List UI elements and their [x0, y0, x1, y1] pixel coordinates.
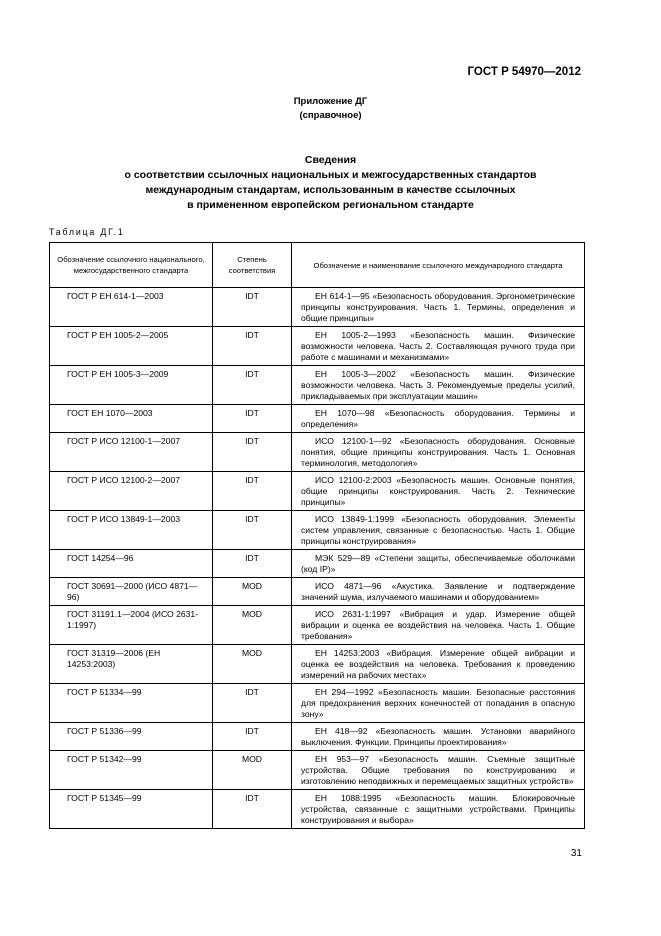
international-standard-cell: ЕН 953—97 «Безопасность машин. Съемные защитные устройства. Общие требования по конструированию и изготовлению неподвижных и перемещаемых защитных устройств»: [292, 751, 585, 790]
international-standard-cell: ИСО 4871—96 «Акустика. Заявление и подтверждение значений шума, излучаемого машинами и оборудованием»: [292, 578, 585, 606]
heading-line: международным стандартам, использованным в качестве ссылочных: [145, 184, 516, 196]
table-row: [50, 578, 585, 606]
table-row: [50, 288, 585, 327]
degree-cell: IDT: [213, 366, 292, 405]
degree-cell: MOD: [213, 606, 292, 645]
table-row: [50, 366, 585, 405]
international-standard-cell: ЕН 1005-2—1993 «Безопасность машин. Физические возможности человека. Часть 2. Составляющая ручного труда при работе с машинами и механизмами»: [292, 327, 585, 366]
national-standard-cell: ГОСТ Р ИСО 12100-1—2007: [50, 433, 213, 472]
table-row: [50, 751, 585, 790]
degree-cell: IDT: [213, 327, 292, 366]
degree-cell: MOD: [213, 645, 292, 684]
table-row: [50, 472, 585, 511]
table-row: [50, 790, 585, 829]
international-standard-cell: ЕН 1088:1995 «Безопасность машин. Блокировочные устройства, связанные с защитными устройствами. Принципы конструирования и выбора»: [292, 790, 585, 829]
table-row: [50, 723, 585, 751]
international-standard-cell: ИСО 2631-1:1997 «Вибрация и удар. Измерение общей вибрации и оценка ее воздействия на человека. Часть 1. Общие требования»: [292, 606, 585, 645]
document-number: ГОСТ Р 54970—2012: [467, 66, 581, 78]
international-standard-cell: ЕН 294—1992 «Безопасность машин. Безопасные расстояния для предохранения верхних конечностей от попадания в опасную зону»: [292, 684, 585, 723]
table-row: [50, 433, 585, 472]
national-standard-cell: ГОСТ Р ЕН 1005-2—2005: [50, 327, 213, 366]
table-row: [50, 511, 585, 550]
table-row: [50, 550, 585, 578]
national-standard-cell: ГОСТ Р ИСО 13849-1—2003: [50, 511, 213, 550]
standards-correspondence-table: [49, 242, 585, 829]
national-standard-cell: ГОСТ Р ЕН 614-1—2003: [50, 288, 213, 327]
degree-cell: IDT: [213, 433, 292, 472]
appendix-type: (справочное): [299, 110, 362, 121]
table-row: [50, 606, 585, 645]
table-label: Таблица ДГ.1: [49, 227, 125, 237]
table-row: [50, 327, 585, 366]
national-standard-cell: ГОСТ Р 51334—99: [50, 684, 213, 723]
national-standard-cell: ГОСТ 31319—2006 (ЕН 14253:2003): [50, 645, 213, 684]
international-standard-cell: ИСО 13849-1:1999 «Безопасность оборудования. Элементы систем управления, связанные с безопасностью. Часть 1. Общие принципы конструирования»: [292, 511, 585, 550]
national-standard-cell: ГОСТ ЕН 1070—2003: [50, 405, 213, 433]
degree-cell: IDT: [213, 472, 292, 511]
international-standard-cell: ИСО 12100-2:2003 «Безопасность машин. Основные понятия, общие принципы конструирования. Часть 2. Технические принципы»: [292, 472, 585, 511]
heading-line: в примененном европейском региональном стандарте: [187, 199, 474, 211]
national-standard-cell: ГОСТ 30691—2000 (ИСО 4871—96): [50, 578, 213, 606]
international-standard-cell: ЕН 418—92 «Безопасность машин. Установки аварийного выключения. Функции. Принципы проектирования»: [292, 723, 585, 751]
national-standard-cell: ГОСТ Р 51336—99: [50, 723, 213, 751]
degree-cell: IDT: [213, 511, 292, 550]
national-standard-cell: ГОСТ Р 51342—99: [50, 751, 213, 790]
degree-cell: IDT: [213, 550, 292, 578]
degree-cell: IDT: [213, 684, 292, 723]
heading-line: о соответствии ссылочных национальных и межгосударственных стандартов: [124, 169, 537, 181]
international-standard-cell: ЕН 14253:2003 «Вибрация. Измерение общей вибрации и оценка ее воздействия на человека. Требования к проведению измерений на рабочих местах»: [292, 645, 585, 684]
international-standard-cell: МЭК 529—89 «Степени защиты, обеспечиваемые оболочками (код IP)»: [292, 550, 585, 578]
header-national-standard: Обозначение ссылочного национального, межгосударственного стандарта: [50, 243, 213, 288]
international-standard-cell: ЕН 1005-3—2002 «Безопасность машин. Физические возможности человека. Часть 3. Рекомендуемые пределы усилий, прикладываемых при эксплуатации машин»: [292, 366, 585, 405]
national-standard-cell: ГОСТ Р 51345—99: [50, 790, 213, 829]
international-standard-cell: ЕН 1070—98 «Безопасность оборудования. Термины и определения»: [292, 405, 585, 433]
table-row: [50, 645, 585, 684]
table-header-row: [50, 243, 585, 288]
national-standard-cell: ГОСТ Р ИСО 12100-2—2007: [50, 472, 213, 511]
header-international-standard: Обозначение и наименование ссылочного международного стандарта: [292, 243, 585, 288]
international-standard-cell: ЕН 614-1—95 «Безопасность оборудования. Эргонометрические принципы конструирования. Часть 1. Термины, определения и общие принципы»: [292, 288, 585, 327]
heading-line: Сведения: [304, 154, 357, 166]
degree-cell: IDT: [213, 790, 292, 829]
international-standard-cell: ИСО 12100-1—92 «Безопасность оборудования. Основные понятия, общие принципы конструирования. Часть 1. Основная терминология, методология»: [292, 433, 585, 472]
degree-cell: IDT: [213, 405, 292, 433]
degree-cell: IDT: [213, 723, 292, 751]
appendix-title: Приложение ДГ: [293, 96, 368, 107]
header-degree: Степень соответствия: [213, 243, 292, 288]
national-standard-cell: ГОСТ 14254—96: [50, 550, 213, 578]
page-number: 31: [570, 848, 582, 859]
table-row: [50, 684, 585, 723]
degree-cell: MOD: [213, 751, 292, 790]
degree-cell: MOD: [213, 578, 292, 606]
degree-cell: IDT: [213, 288, 292, 327]
national-standard-cell: ГОСТ 31191.1—2004 (ИСО 2631-1:1997): [50, 606, 213, 645]
table-row: [50, 405, 585, 433]
national-standard-cell: ГОСТ Р ЕН 1005-3—2009: [50, 366, 213, 405]
